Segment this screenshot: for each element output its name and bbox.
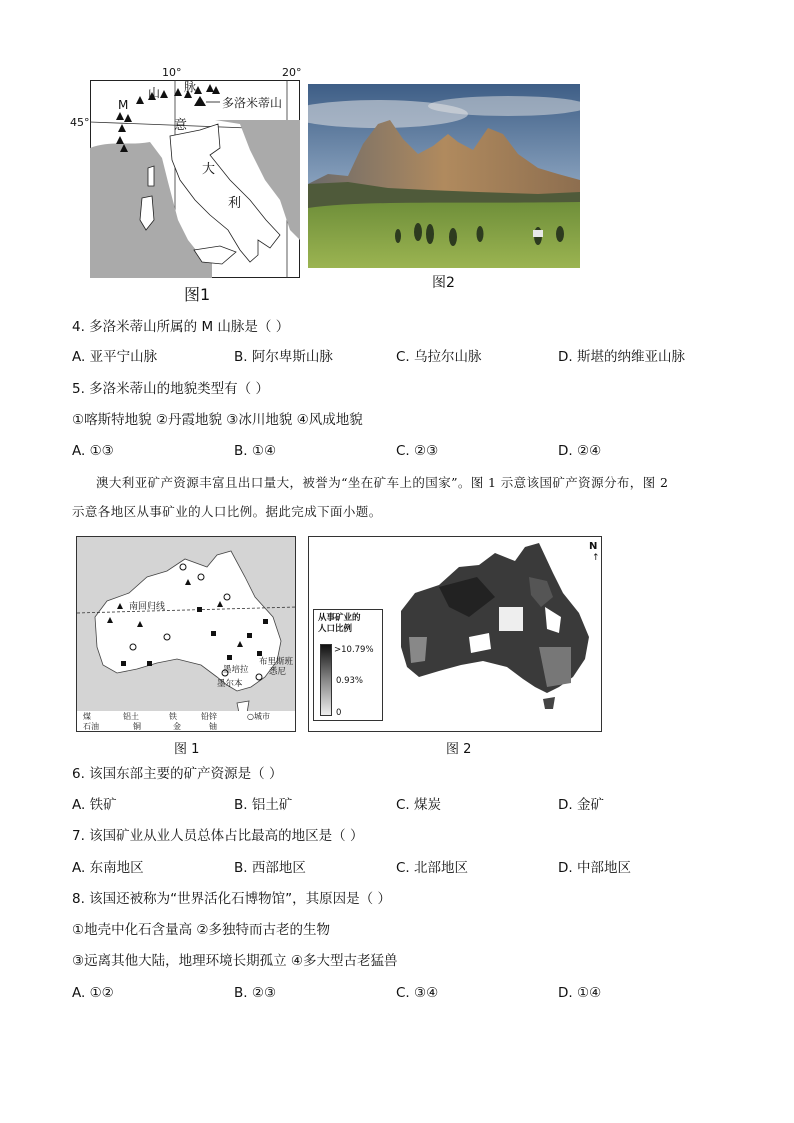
- q8-option-c[interactable]: C. ③④: [396, 985, 439, 1001]
- north-arrow-label: N: [589, 541, 598, 552]
- lat-45-label: 45°: [70, 116, 90, 129]
- label-mai: 脉: [184, 80, 197, 94]
- q6-option-a[interactable]: A. 铁矿: [72, 797, 117, 813]
- q4-option-c[interactable]: C. 乌拉尔山脉: [396, 349, 482, 365]
- label-shan: 山: [148, 86, 161, 100]
- question-8-choices-2: ③远离其他大陆，地理环境长期孤立 ④多大型古老猛兽: [72, 953, 398, 969]
- q5-option-c[interactable]: C. ②③: [396, 443, 439, 459]
- question-5-choices: ①喀斯特地貌 ②丹霞地貌 ③冰川地貌 ④风成地貌: [72, 412, 363, 428]
- passage-line-2: 示意各地区从事矿业的人口比例。据此完成下面小题。: [72, 504, 382, 519]
- question-7: 7. 该国矿业从业人员总体占比最高的地区是（ ）: [72, 828, 364, 844]
- question-5: 5. 多洛米蒂山的地貌类型有（ ）: [72, 381, 269, 397]
- figure-aus-minerals: [76, 536, 296, 732]
- legend-item-copper: 铜: [133, 722, 141, 731]
- q5-option-d[interactable]: D. ②④: [558, 443, 602, 459]
- city-label-3: 悉尼: [269, 667, 287, 677]
- legend-item-oil: 石油: [83, 722, 99, 731]
- mining-population-legend: [313, 609, 383, 721]
- label-yi: 意: [174, 118, 188, 133]
- city-label-2: 布里斯班: [259, 657, 294, 667]
- label-li: 利: [228, 196, 242, 211]
- figure-aus-mining-population: [308, 536, 602, 732]
- q5-option-a[interactable]: A. ①③: [72, 443, 114, 459]
- legend-item-city: ○城市: [247, 712, 270, 721]
- q8-option-a[interactable]: A. ①②: [72, 985, 114, 1001]
- label-dolomites: 多洛米蒂山: [222, 96, 283, 110]
- question-8: 8. 该国还被称为“世界活化石博物馆”，其原因是（ ）: [72, 891, 391, 907]
- legend-low-label: 0: [336, 708, 342, 718]
- q7-option-d[interactable]: D. 中部地区: [558, 860, 631, 876]
- question-4: 4. 多洛米蒂山所属的 M 山脉是（ ）: [72, 319, 290, 335]
- question-8-choices-1: ①地壳中化石含量高 ②多独特而古老的生物: [72, 922, 330, 938]
- label-m: M: [118, 98, 129, 112]
- fig2-top-caption: 图2: [432, 275, 455, 291]
- city-label-1: 墨培拉: [223, 665, 249, 675]
- legend-gradient: [320, 644, 332, 716]
- legend-item-uranium: 铀: [209, 722, 217, 731]
- aus-fig1-caption: 图 1: [174, 742, 200, 757]
- legend-high-label: >10.79%: [334, 645, 374, 655]
- passage-line-1: 澳大利亚矿产资源丰富且出口量大，被誉为“坐在矿车上的国家”。图 1 示意该国矿产资源分布，图 2: [96, 475, 669, 490]
- lon-10-label: 10°: [162, 66, 182, 79]
- figure-italy-map: [70, 66, 302, 278]
- north-arrow-icon: ↑: [592, 553, 600, 563]
- legend-title-line-1: 从事矿业的: [318, 613, 361, 623]
- q8-option-b[interactable]: B. ②③: [234, 985, 277, 1001]
- legend-title-line-2: 人口比例: [318, 624, 353, 634]
- question-6: 6. 该国东部主要的矿产资源是（ ）: [72, 766, 283, 782]
- aus-fig2-caption: 图 2: [446, 742, 472, 757]
- q6-option-b[interactable]: B. 铝土矿: [234, 797, 293, 813]
- figure-dolomites-photo: [308, 84, 580, 268]
- q7-option-a[interactable]: A. 东南地区: [72, 860, 144, 876]
- legend-item-coal: 煤: [83, 712, 91, 721]
- q4-option-b[interactable]: B. 阿尔卑斯山脉: [234, 349, 333, 365]
- label-da: 大: [202, 162, 216, 177]
- q8-option-d[interactable]: D. ①④: [558, 985, 602, 1001]
- fig1-top-caption: 图1: [184, 285, 211, 304]
- tropic-label: 南回归线: [129, 602, 166, 612]
- lon-20-label: 20°: [282, 66, 302, 79]
- q7-option-c[interactable]: C. 北部地区: [396, 860, 469, 876]
- dolomites-photo-graphic: [308, 84, 580, 268]
- legend-mid-label: 0.93%: [336, 676, 364, 686]
- legend-item-gold: 金: [173, 722, 181, 731]
- legend-item-bauxite: 铝土: [123, 712, 139, 721]
- aus-minerals-map: [77, 537, 296, 732]
- q6-option-d[interactable]: D. 金矿: [558, 797, 604, 813]
- legend-item-iron: 铁: [169, 712, 177, 721]
- q4-option-a[interactable]: A. 亚平宁山脉: [72, 349, 158, 365]
- q5-option-b[interactable]: B. ①④: [234, 443, 277, 459]
- q6-option-c[interactable]: C. 煤炭: [396, 797, 442, 813]
- legend-item-leadzinc: 铅锌: [201, 712, 217, 721]
- q4-option-d[interactable]: D. 斯堪的纳维亚山脉: [558, 349, 685, 365]
- aus-minerals-legend: [77, 711, 296, 732]
- city-label-4: 墨尔本: [217, 679, 243, 689]
- q7-option-b[interactable]: B. 西部地区: [234, 860, 306, 876]
